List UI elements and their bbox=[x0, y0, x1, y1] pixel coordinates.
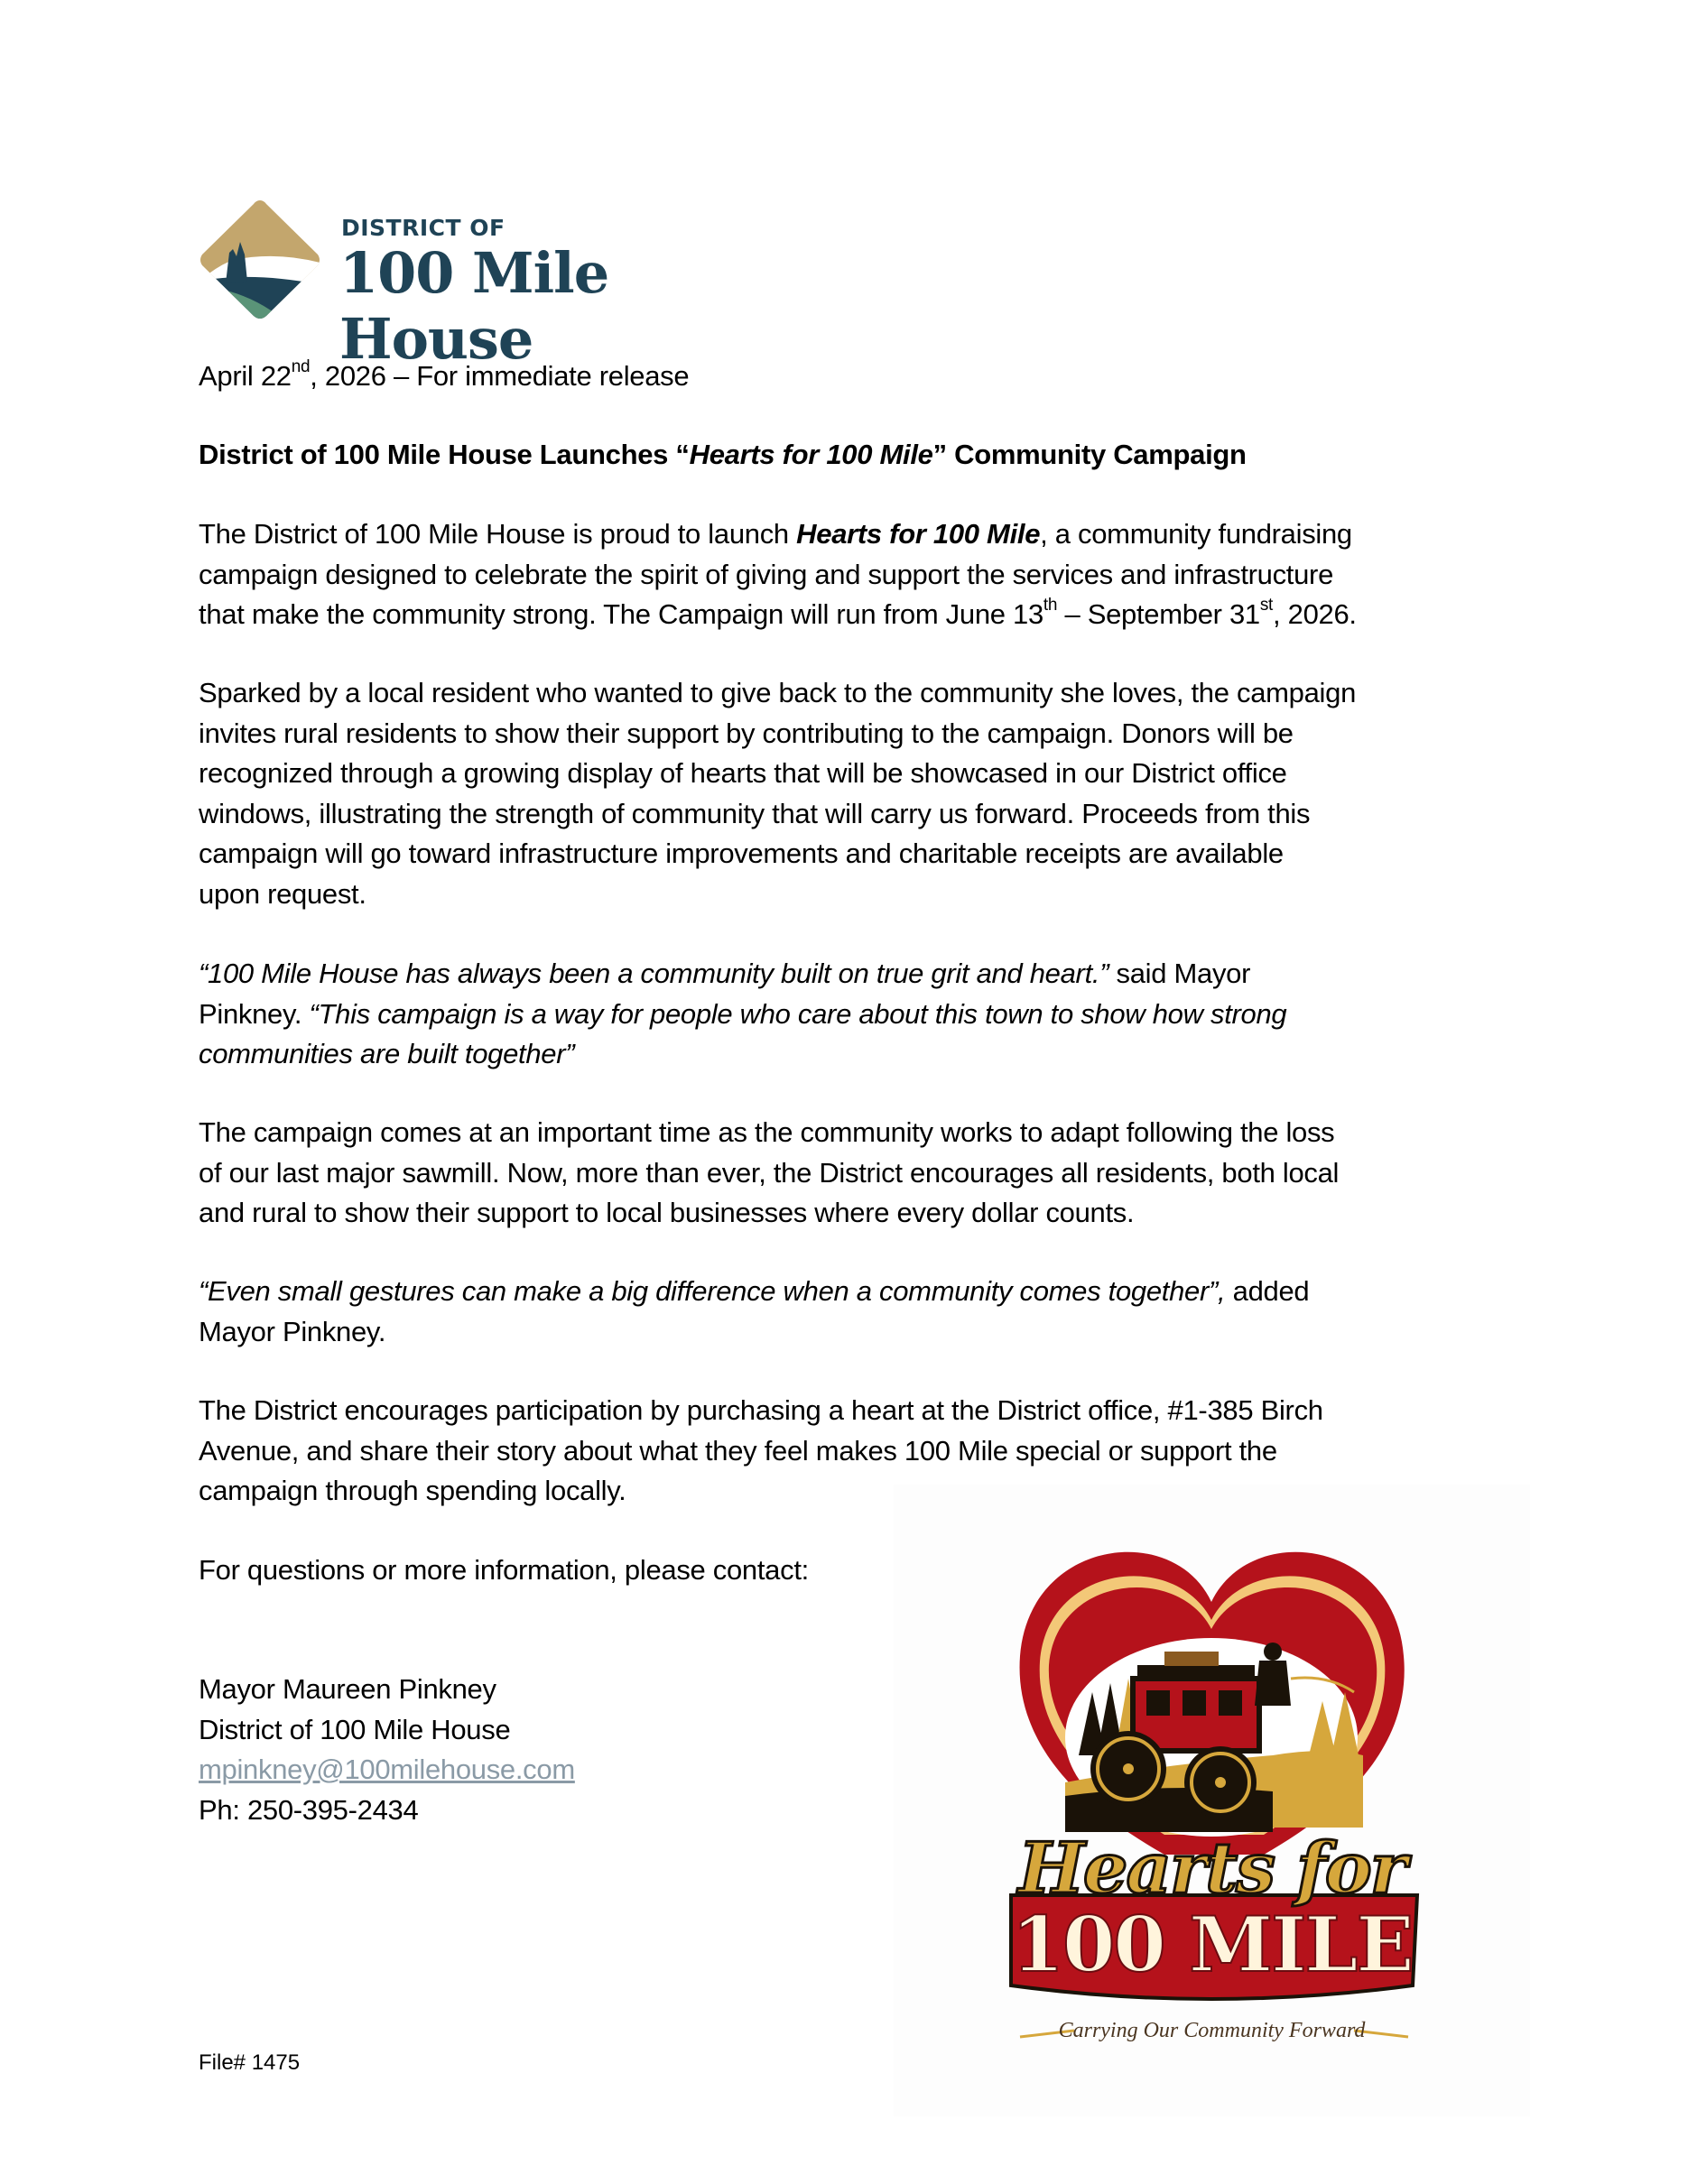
text-line: Pinkney. “This campaign is a way for people who care about this town to show how strong bbox=[199, 997, 1287, 1030]
contact-intro: For questions or more information, please contact: bbox=[199, 1554, 809, 1586]
contact-org: District of 100 Mile House bbox=[199, 1713, 511, 1745]
district-diamond-icon bbox=[197, 197, 323, 323]
text-line: of our last major sawmill. Now, more than ever, the District encourages all residents, both local bbox=[199, 1156, 1340, 1189]
text-line: that make the community strong. The Campaign will run from June 13th – September 31st, 2026. bbox=[199, 595, 1357, 630]
text-line: Mayor Pinkney. bbox=[199, 1315, 386, 1347]
campaign-logo bbox=[894, 1485, 1530, 2116]
date-line: April 22nd, 2026 – For immediate release bbox=[199, 356, 690, 392]
text-line: Sparked by a local resident who wanted to give back to the community she loves, the campaign bbox=[199, 677, 1357, 708]
text-line: The campaign comes at an important time as the community works to adapt following the loss bbox=[199, 1116, 1335, 1148]
contact-name: Mayor Maureen Pinkney bbox=[199, 1673, 496, 1705]
text-line: recognized through a growing display of hearts that will be showcased in our District office bbox=[199, 757, 1287, 789]
text-line: Avenue, and share their story about what they feel makes 100 Mile special or support the bbox=[199, 1434, 1277, 1467]
text-line: and rural to show their support to local businesses where every dollar counts. bbox=[199, 1197, 1135, 1228]
text-line: upon request. bbox=[199, 877, 366, 910]
text-line: “Even small gestures can make a big difference when a community comes together”, added bbox=[199, 1275, 1310, 1307]
district-logo-line1: DISTRICT OF bbox=[341, 215, 505, 241]
text-line: communities are built together” bbox=[199, 1038, 575, 1069]
text-line: The District encourages participation by purchasing a heart at the District office, #1-385 Birch bbox=[199, 1394, 1323, 1426]
mayor-quote-2 bbox=[199, 1272, 1309, 1352]
district-logo-line2: 100 Mile House bbox=[339, 240, 609, 372]
text-line: invites rural residents to show their support by contributing to the campaign. Donors will be bbox=[199, 717, 1294, 749]
paragraph-context bbox=[199, 1113, 1339, 1234]
campaign-name: Hearts for 100 Mile bbox=[796, 518, 1041, 550]
paragraph-intro bbox=[199, 514, 1357, 635]
campaign-logo-tagline: Carrying Our Community Forward bbox=[1058, 2019, 1366, 2042]
mayor-quote-1 bbox=[199, 954, 1286, 1075]
text-line: campaign will go toward infrastructure improvements and charitable receipts are available bbox=[199, 838, 1284, 869]
campaign-logo-script: Hearts for bbox=[1018, 1828, 1405, 1910]
contact-block bbox=[199, 1670, 575, 1830]
paragraph-origin bbox=[199, 673, 1356, 914]
campaign-logo-banner: 100 MILE bbox=[1011, 1900, 1413, 1989]
headline: District of 100 Mile House Launches “Hearts for 100 Mile” Community Campaign bbox=[199, 439, 1247, 470]
contact-phone: Ph: 250-395-2434 bbox=[199, 1793, 419, 1826]
text-line: “100 Mile House has always been a community built on true grit and heart.” said Mayor bbox=[199, 958, 1251, 989]
text-line: campaign designed to celebrate the spirit of giving and support the services and infrastructure bbox=[199, 558, 1334, 590]
text-line: windows, illustrating the strength of community that will carry us forward. Proceeds from this bbox=[199, 797, 1311, 829]
text-line: The District of 100 Mile House is proud to launch Hearts for 100 Mile, a community fundraising bbox=[199, 518, 1352, 550]
file-number: File# 1475 bbox=[199, 2050, 301, 2075]
district-logo bbox=[197, 197, 774, 372]
text-line: campaign through spending locally. bbox=[199, 1475, 626, 1506]
contact-email-link[interactable]: mpinkney@100milehouse.com bbox=[199, 1754, 575, 1785]
